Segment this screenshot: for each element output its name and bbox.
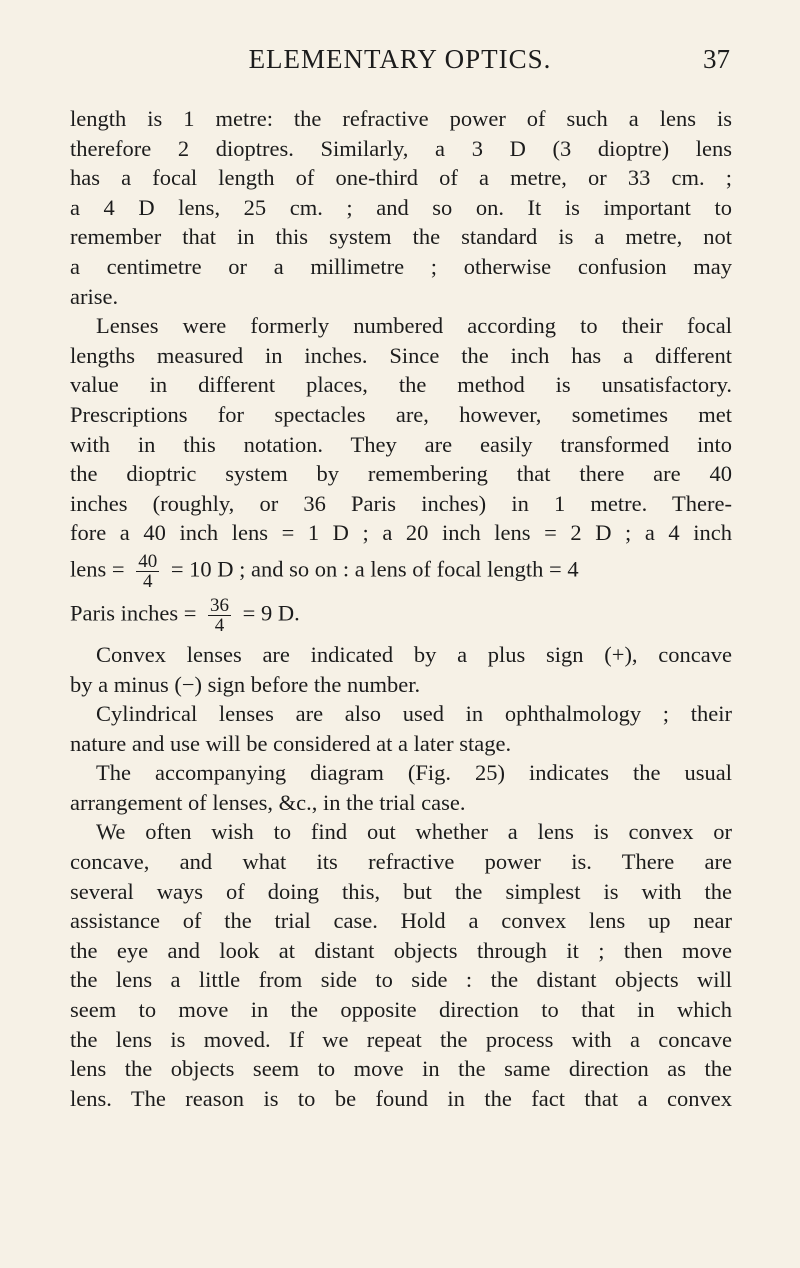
formula-2-prefix: Paris inches = xyxy=(70,600,197,626)
text-line: assistance of the trial case. Hold a convex lens up near xyxy=(70,908,732,934)
formula-1-expression xyxy=(70,552,579,591)
text-line: arise. xyxy=(70,283,119,309)
formula-1-suffix: = 10 D ; and so on : a lens of focal length = 4 xyxy=(170,557,579,583)
text-line: lens the objects seem to move in the same direction as the xyxy=(70,1056,732,1082)
fraction-numerator: 36 xyxy=(210,594,230,616)
text-line: lens. The reason is to be found in the fact that a convex xyxy=(70,1085,732,1111)
text-line: Cylindrical lenses are also used in ophthalmology ; their xyxy=(96,701,732,727)
text-line: therefore 2 dioptres. Similarly, a 3 D (3 dioptre) lens xyxy=(70,135,732,161)
text-line: a centimetre or a millimetre ; otherwise confusion may xyxy=(70,253,732,279)
body-text xyxy=(70,104,732,1113)
text-line: the dioptric system by remembering that there are 40 xyxy=(70,461,732,487)
text-line: inches (roughly, or 36 Paris inches) in 1 metre. There- xyxy=(70,490,732,516)
text-line: the lens is moved. If we repeat the process with a concave xyxy=(70,1026,732,1052)
text-line: has a focal length of one-third of a metre, or 33 cm. ; xyxy=(70,165,732,191)
page-number: 37 xyxy=(703,44,730,74)
text-line: the lens a little from side to side : the distant objects will xyxy=(70,967,732,993)
text-line: a 4 D lens, 25 cm. ; and so on. It is important to xyxy=(70,194,732,220)
text-line: We often wish to find out whether a lens is convex or xyxy=(96,819,732,845)
formula-line-2 xyxy=(70,596,732,640)
text-line: concave, and what its refractive power is. There are xyxy=(70,849,732,875)
text-line: seem to move in the opposite direction to that in which xyxy=(70,997,732,1023)
text-line: length is 1 metre: the refractive power of such a lens is xyxy=(70,106,732,131)
text-line: Convex lenses are indicated by a plus sign (+), concave xyxy=(96,641,732,667)
text-line: with in this notation. They are easily transformed into xyxy=(70,431,732,457)
text-line: value in different places, the method is unsatisfactory. xyxy=(70,372,732,398)
running-title: ELEMENTARY OPTICS. xyxy=(248,44,552,74)
running-head xyxy=(70,44,730,84)
text-line: nature and use will be considered at a later stage. xyxy=(70,730,512,756)
text-line: the eye and look at distant objects through it ; then move xyxy=(70,937,732,963)
text-line: remember that in this system the standard is a metre, not xyxy=(70,224,732,250)
fraction-denominator: 4 xyxy=(142,571,153,593)
text-line: Prescriptions for spectacles are, however, sometimes met xyxy=(70,401,732,427)
fraction-numerator: 40 xyxy=(138,551,158,573)
formula-1-prefix: lens = xyxy=(70,557,125,583)
text-line: arrangement of lenses, &c., in the trial case. xyxy=(70,789,466,815)
text-line: several ways of doing this, but the simplest is with the xyxy=(70,878,732,904)
fraction-denominator: 4 xyxy=(214,614,225,636)
text-line: The accompanying diagram (Fig. 25) indicates the usual xyxy=(96,760,732,786)
formula-2-suffix: = 9 D. xyxy=(242,600,300,626)
formula-line-1 xyxy=(70,550,732,594)
fraction-40-over-4 xyxy=(136,552,159,591)
text-line: by a minus (−) sign before the number. xyxy=(70,671,421,697)
fraction-36-over-4 xyxy=(208,596,231,635)
text-line: lengths measured in inches. Since the inch has a different xyxy=(70,342,732,368)
text-line: fore a 40 inch lens = 1 D ; a 20 inch lens = 2 D ; a 4 inch xyxy=(70,520,732,546)
text-line: Lenses were formerly numbered according to their focal xyxy=(96,313,732,339)
